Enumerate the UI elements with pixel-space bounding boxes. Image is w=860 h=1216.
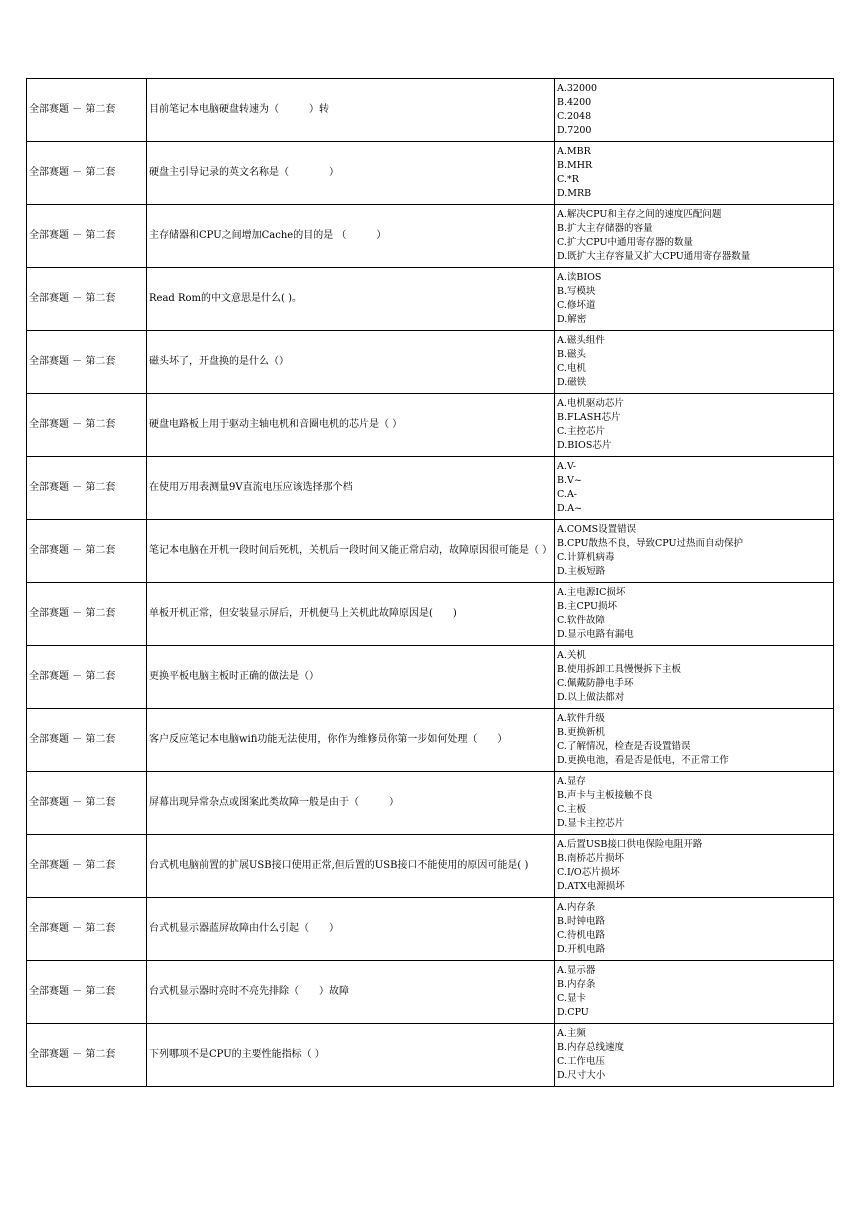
options-cell: [555, 79, 834, 142]
options-cell: [555, 709, 834, 772]
option-c: C.了解情况，检查是否设置错误: [557, 741, 691, 752]
options-cell: [555, 961, 834, 1024]
option-b: B.内存总线速度: [557, 1042, 625, 1053]
table-row: [27, 835, 834, 898]
option-d: D.主板短路: [557, 566, 606, 577]
option-d: D.A~: [557, 503, 583, 514]
question-cell: 硬盘主引导记录的英文名称是（ ）: [147, 142, 555, 205]
table-row: [27, 268, 834, 331]
category-cell: 全部赛题 － 第二套: [27, 709, 147, 772]
category-cell: 全部赛题 － 第二套: [27, 331, 147, 394]
option-c: C.显卡: [557, 993, 586, 1004]
question-cell: 硬盘电路板上用于驱动主轴电机和音圈电机的芯片是（ ）: [147, 394, 555, 457]
category-cell: 全部赛题 － 第二套: [27, 457, 147, 520]
table-row: [27, 772, 834, 835]
option-c: C.A-: [557, 489, 578, 500]
option-d: D.尺寸大小: [557, 1070, 606, 1081]
options-cell: [555, 205, 834, 268]
option-d: D.开机电路: [557, 944, 606, 955]
option-a: A.主频: [557, 1028, 586, 1039]
category-cell: 全部赛题 － 第二套: [27, 1024, 147, 1087]
option-c: C.工作电压: [557, 1056, 605, 1067]
option-b: B.南桥芯片损坏: [557, 853, 625, 864]
category-cell: 全部赛题 － 第二套: [27, 79, 147, 142]
category-cell: 全部赛题 － 第二套: [27, 772, 147, 835]
question-cell: 磁头坏了，开盘换的是什么（）: [147, 331, 555, 394]
option-b: B.更换新机: [557, 727, 606, 738]
option-c: C.计算机病毒: [557, 552, 615, 563]
category-cell: 全部赛题 － 第二套: [27, 961, 147, 1024]
question-cell: Read Rom的中文意思是什么( )。: [147, 268, 555, 331]
category-cell: 全部赛题 － 第二套: [27, 898, 147, 961]
question-table-body: [27, 79, 834, 1087]
option-b: B.CPU散热不良，导致CPU过热而自动保护: [557, 538, 744, 549]
question-cell: 台式机电脑前置的扩展USB接口使用正常,但后置的USB接口不能使用的原因可能是( ): [147, 835, 555, 898]
option-a: A.磁头组件: [557, 335, 605, 346]
option-d: D.既扩大主存容量又扩大CPU通用寄存器数量: [557, 251, 751, 262]
question-cell: 客户反应笔记本电脑wifi功能无法使用，你作为维修员你第一步如何处理（ ）: [147, 709, 555, 772]
option-a: A.软件升级: [557, 713, 605, 724]
question-cell: 下列哪项不是CPU的主要性能指标（ ）: [147, 1024, 555, 1087]
table-row: [27, 520, 834, 583]
options-cell: [555, 646, 834, 709]
option-a: A.后置USB接口供电保险电阻开路: [557, 839, 703, 850]
option-a: A.显存: [557, 776, 586, 787]
table-row: [27, 961, 834, 1024]
options-cell: [555, 583, 834, 646]
question-cell: 屏幕出现异常杂点或图案此类故障一般是由于（ ）: [147, 772, 555, 835]
question-table: [26, 78, 834, 1087]
option-b: B.时钟电路: [557, 916, 606, 927]
options-cell: [555, 898, 834, 961]
question-cell: 台式机显示器蓝屏故障由什么引起（ ）: [147, 898, 555, 961]
table-row: [27, 142, 834, 205]
option-b: B.FLASH芯片: [557, 412, 621, 423]
option-b: B.磁头: [557, 349, 587, 360]
table-row: [27, 331, 834, 394]
option-b: B.扩大主存储器的容量: [557, 223, 653, 234]
option-d: D.以上做法都对: [557, 692, 625, 703]
category-cell: 全部赛题 － 第二套: [27, 205, 147, 268]
option-c: C.软件故障: [557, 615, 605, 626]
option-b: B.使用拆卸工具慢慢拆下主板: [557, 664, 682, 675]
category-cell: 全部赛题 － 第二套: [27, 268, 147, 331]
options-cell: [555, 835, 834, 898]
option-a: A.解决CPU和主存之间的速度匹配问题: [557, 209, 722, 220]
options-cell: [555, 772, 834, 835]
option-c: C.主板: [557, 804, 586, 815]
table-row: [27, 646, 834, 709]
question-cell: 更换平板电脑主板时正确的做法是（）: [147, 646, 555, 709]
option-b: B.写模块: [557, 286, 596, 297]
option-c: C.I/O芯片损坏: [557, 867, 620, 878]
option-a: A.32000: [557, 83, 598, 94]
options-cell: [555, 142, 834, 205]
option-b: B.主CPU损坏: [557, 601, 618, 612]
category-cell: 全部赛题 － 第二套: [27, 142, 147, 205]
question-cell: 主存储器和CPU之间增加Cache的目的是 （ ）: [147, 205, 555, 268]
options-cell: [555, 331, 834, 394]
table-row: [27, 79, 834, 142]
option-d: D.显卡主控芯片: [557, 818, 625, 829]
category-cell: 全部赛题 － 第二套: [27, 520, 147, 583]
option-c: C.修坏道: [557, 300, 596, 311]
option-c: C.待机电路: [557, 930, 605, 941]
option-c: C.2048: [557, 111, 592, 122]
question-cell: 目前笔记本电脑硬盘转速为（ ）转: [147, 79, 555, 142]
option-d: D.显示电路有漏电: [557, 629, 634, 640]
question-cell: 笔记本电脑在开机一段时间后死机，关机后一段时间又能正常启动，故障原因很可能是（ ）: [147, 520, 555, 583]
table-row: [27, 394, 834, 457]
table-row: [27, 898, 834, 961]
category-cell: 全部赛题 － 第二套: [27, 583, 147, 646]
option-d: D.MRB: [557, 188, 592, 199]
options-cell: [555, 520, 834, 583]
option-c: C.扩大CPU中通用寄存器的数量: [557, 237, 693, 248]
option-c: C.佩戴防静电手环: [557, 678, 634, 689]
table-row: [27, 709, 834, 772]
option-b: B.V~: [557, 475, 582, 486]
option-d: D.CPU: [557, 1007, 589, 1018]
table-row: [27, 1024, 834, 1087]
option-d: D.更换电池，看是否是低电，不正常工作: [557, 755, 729, 766]
option-c: C.电机: [557, 363, 586, 374]
options-cell: [555, 268, 834, 331]
question-cell: 在使用万用表测量9V直流电压应该选择那个档: [147, 457, 555, 520]
question-cell: 台式机显示器时亮时不亮先排除（ ）故障: [147, 961, 555, 1024]
option-d: D.解密: [557, 314, 587, 325]
option-a: A.电机驱动芯片: [557, 398, 624, 409]
option-d: D.磁铁: [557, 377, 587, 388]
category-cell: 全部赛题 － 第二套: [27, 394, 147, 457]
option-a: A.V-: [557, 461, 577, 472]
option-a: A.读BIOS: [557, 272, 602, 283]
table-row: [27, 205, 834, 268]
option-c: C.*R: [557, 174, 579, 185]
option-b: B.MHR: [557, 160, 593, 171]
options-cell: [555, 394, 834, 457]
table-row: [27, 457, 834, 520]
option-a: A.COMS设置错误: [557, 524, 637, 535]
option-d: D.ATX电源损坏: [557, 881, 625, 892]
option-d: D.BIOS芯片: [557, 440, 612, 451]
category-cell: 全部赛题 － 第二套: [27, 646, 147, 709]
option-a: A.显示器: [557, 965, 596, 976]
question-cell: 单板开机正常，但安装显示屏后，开机便马上关机此故障原因是( ): [147, 583, 555, 646]
option-a: A.关机: [557, 650, 586, 661]
category-cell: 全部赛题 － 第二套: [27, 835, 147, 898]
option-c: C.主控芯片: [557, 426, 605, 437]
option-a: A.主电源IC损坏: [557, 587, 626, 598]
options-cell: [555, 1024, 834, 1087]
option-d: D.7200: [557, 125, 592, 136]
option-b: B.声卡与主板接触不良: [557, 790, 653, 801]
option-b: B.4200: [557, 97, 592, 108]
option-b: B.内存条: [557, 979, 596, 990]
option-a: A.MBR: [557, 146, 591, 157]
option-a: A.内存条: [557, 902, 596, 913]
table-row: [27, 583, 834, 646]
options-cell: [555, 457, 834, 520]
